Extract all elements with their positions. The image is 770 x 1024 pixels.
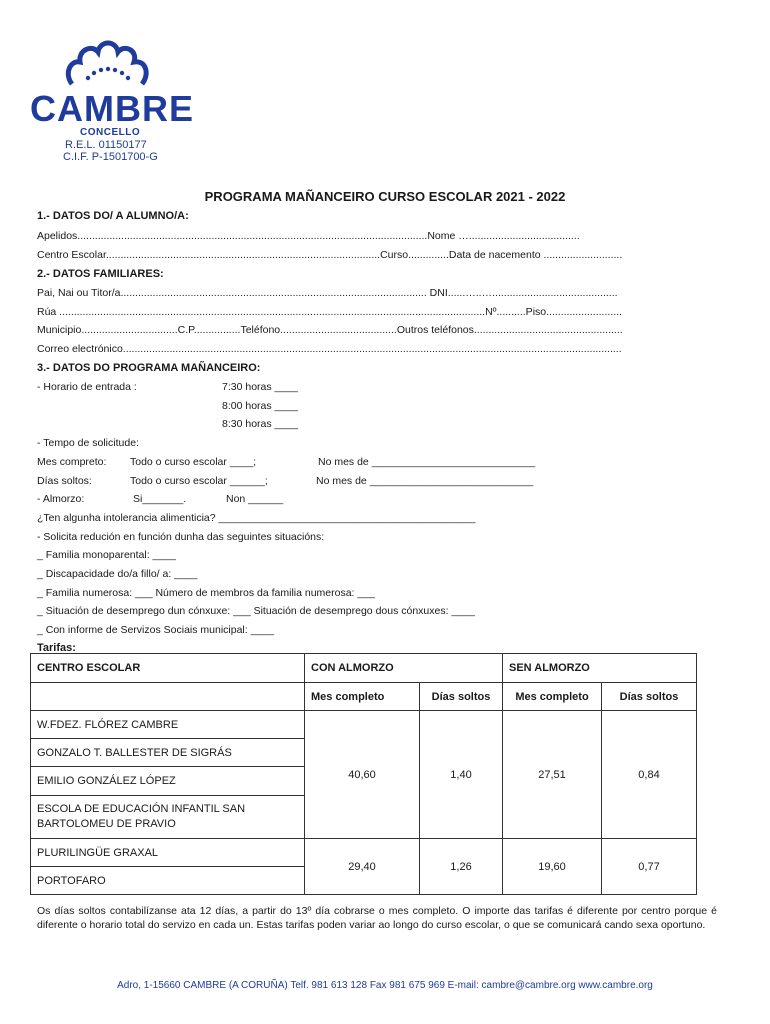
tarifas-label: Tarifas: [37, 642, 76, 654]
mes-compreto-curso[interactable]: Todo o curso escolar ____; [130, 456, 257, 468]
col-sen-almorzo-header: SEN ALMORZO [503, 654, 697, 683]
price-cell: 1,40 [420, 711, 503, 839]
cif-number: C.I.F. P-1501700-G [63, 151, 158, 163]
familia-numerosa[interactable]: _ Familia numerosa: ___ Número de membros da familia numerosa: ___ [37, 587, 375, 599]
horario-730[interactable]: 7:30 horas ____ [222, 381, 298, 393]
centro-cell: W.FDEZ. FLÓREZ CAMBRE [31, 711, 305, 739]
table-row [31, 711, 697, 739]
discapacidade[interactable]: _ Discapacidade do/a fillo/ a: ____ [37, 568, 198, 580]
section3-heading: 3.- DATOS DO PROGRAMA MAÑANCEIRO: [37, 362, 261, 374]
dias-soltos-mes[interactable]: No mes de ____________________________ [316, 475, 534, 487]
section1-heading: 1.- DATOS DO/ A ALUMNO/A: [37, 210, 189, 222]
price-cell: 19,60 [503, 839, 602, 895]
empty-cell [31, 683, 305, 711]
centro-cell: EMILIO GONZÁLEZ LÓPEZ [31, 767, 305, 796]
tarifas-note: Os días soltos contabilízanse ata 12 días, a partir do 13º día cobrarse o mes completo. O importe das tarifas é diferente por centro porque é diferente o horario total do servizo en cada un. Estas tarifas poden variar ao longo do curso escolar, o que se comunicará cando sexa oportuno. [37, 905, 717, 931]
price-cell: 1,26 [420, 839, 503, 895]
almorzo-si[interactable]: Si_______. [133, 493, 187, 505]
mes-compreto-mes[interactable]: No mes de ____________________________ [318, 456, 536, 468]
apelidos-nome-field[interactable]: Apelidos........................................................................................................................Nome …...................................... [37, 230, 580, 242]
sub-dias-soltos: Días soltos [420, 683, 503, 711]
titor-dni-field[interactable]: Pai, Nai ou Titor/a......................................................................................................... DNI......…..…........................................... [37, 287, 618, 299]
almorzo-non[interactable]: Non ______ [226, 493, 284, 505]
familia-monoparental[interactable]: _ Familia monoparental: ____ [37, 549, 176, 561]
reducion-label: - Solicita redución en función dunha das seguintes situacións: [37, 531, 325, 543]
logo-wordmark: CAMBRE [30, 88, 194, 129]
centro-cell: ESCOLA DE EDUCACIÓN INFANTIL SAN BARTOLOMEU DE PRAVIO [31, 796, 305, 839]
price-cell: 40,60 [305, 711, 420, 839]
tarifas-table [30, 653, 697, 895]
servizos-sociais[interactable]: _ Con informe de Servizos Sociais municipal: ____ [37, 624, 274, 636]
centro-cell: PLURILINGÜE GRAXAL [31, 839, 305, 867]
correo-field[interactable]: Correo electrónico........................................................................................................................................................................... [37, 343, 622, 355]
horario-800[interactable]: 8:00 horas ____ [222, 400, 298, 412]
rel-number: R.E.L. 01150177 [65, 139, 147, 151]
col-con-almorzo-header: CON ALMORZO [305, 654, 503, 683]
price-cell: 27,51 [503, 711, 602, 839]
almorzo-label: - Almorzo: [37, 493, 85, 505]
centro-cell: PORTOFARO [31, 867, 305, 895]
horario-label: - Horario de entrada : [37, 381, 137, 393]
municipio-telefono-field[interactable]: Municipio.................................C.P................Teléfono........................................Outros teléfonos................................................... [37, 324, 623, 336]
price-cell: 0,84 [602, 711, 697, 839]
mes-compreto-label: Mes compreto: [37, 456, 107, 468]
sub-mes-completo: Mes completo [305, 683, 420, 711]
tempo-label: - Tempo de solicitude: [37, 437, 139, 449]
col-centro-header: CENTRO ESCOLAR [31, 654, 305, 683]
desemprego[interactable]: _ Situación de desemprego dun cónxuxe: ___ Situación de desemprego dous cónxuxes: ____ [37, 605, 475, 617]
intolerancia-field[interactable]: ¿Ten algunha intolerancia alimenticia? ____________________________________________ [37, 512, 476, 524]
dias-soltos-curso[interactable]: Todo o curso escolar ______; [130, 475, 268, 487]
centro-curso-field[interactable]: Centro Escolar..............................................................................................Curso..............Data de nacemento ........................... [37, 249, 623, 261]
section2-heading: 2.- DATOS FAMILIARES: [37, 268, 164, 280]
price-cell: 0,77 [602, 839, 697, 895]
cambre-logo-emblem [62, 38, 152, 90]
footer-contact: Adro, 1-15660 CAMBRE (A CORUÑA) Telf. 981 613 128 Fax 981 675 969 E-mail: cambre@cambre.org www.cambre.org [117, 980, 653, 991]
logo-subtitle: CONCELLO [80, 127, 141, 138]
centro-cell: GONZALO T. BALLESTER DE SIGRÁS [31, 739, 305, 767]
sub-dias-soltos: Días soltos [602, 683, 697, 711]
document-title: PROGRAMA MAÑANCEIRO CURSO ESCOLAR 2021 - 2022 [204, 189, 566, 204]
table-row [31, 839, 697, 867]
dias-soltos-label: Días soltos: [37, 475, 92, 487]
price-cell: 29,40 [305, 839, 420, 895]
sub-mes-completo: Mes completo [503, 683, 602, 711]
rua-field[interactable]: Rúa ..................................................................................................................................................Nº..........Piso.......................... [37, 306, 622, 318]
horario-830[interactable]: 8:30 horas ____ [222, 418, 298, 430]
